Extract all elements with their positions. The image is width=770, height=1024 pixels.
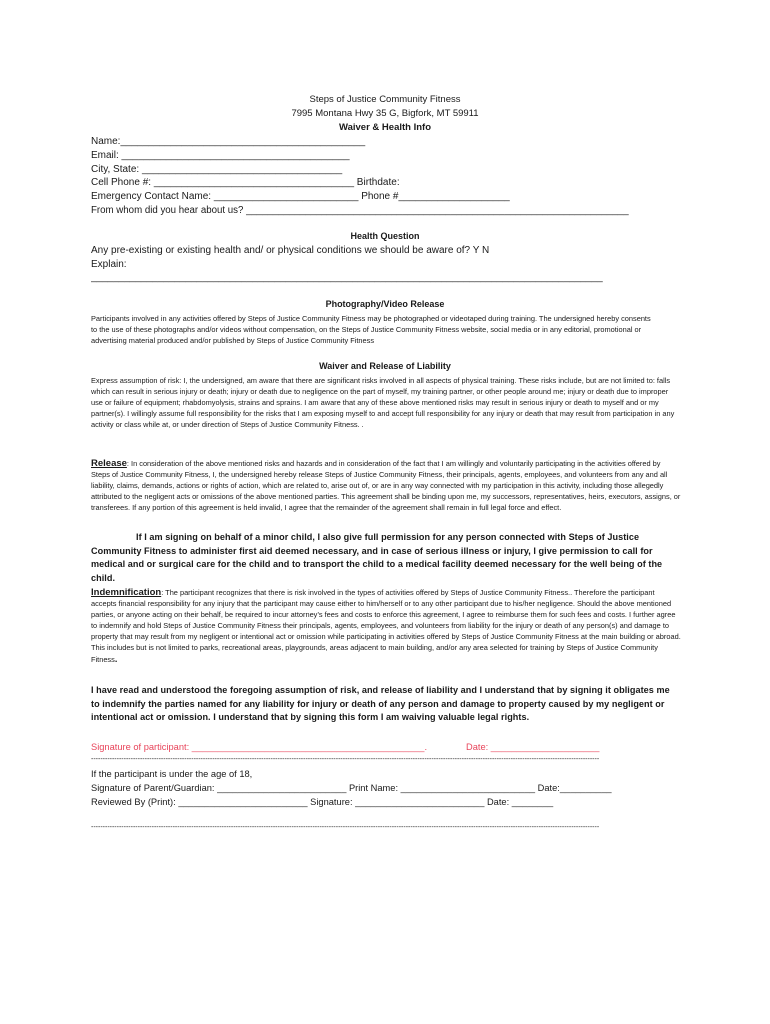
photo-release-title: Photography/Video Release [325, 299, 445, 309]
org-name: Steps of Justice Community Fitness [309, 94, 461, 105]
emergency-contact-field[interactable]: Emergency Contact Name: __________________________ Phone #____________________ [91, 191, 510, 202]
indemnification-label: Indemnification [91, 587, 162, 598]
page-title: Waiver & Health Info [338, 122, 432, 133]
release-text: : In consideration of the above mentioned risks and hazards and in consideration of the fact that I am willingly and voluntarily participating in the activities offered by Steps of Justice Community Fitness, I, the undersigned hereby release Steps of Justice Community Fitness, their principals, agents, employees, and volunteers from any and all liability, claims, demands, actions or rights of action, which are related to, arise out of, or are in any way connected with my participation in this activity, including those allegedly attributed to the negligent acts or omissions of the above mentioned parties. This agreement shall be binding upon me, my successors, representatives, heirs, executors, assigns, or transferees. If any portion of this agreement is held invalid, I agree that the remainder of the agreement shall remain in full legal force and effect. [91, 459, 681, 513]
minor-note: If the participant is under the age of 18, [91, 769, 253, 779]
health-explain-label: Explain: [91, 259, 127, 270]
indemnification-text: : The participant recognizes that there is risk involved in the types of activities offered by Steps of Justice Community Fitness.. Therefore the participant accepts financial responsibility for any injury that the participant may cause either to him/herself or to any other participant due to his/her negligence. Should the above mentioned parties, or anyone acting on their behalf, be required to incur attorney’s fees and costs to enforce this agreement, I agree to reimburse them for such fees and costs. I further agree to indemnify and hold Steps of Justice Community Fitness their principals, agents, employees, and volunteers from liability for the injury or death of any person(s) and damage to property that may result from my negligent or intentional act or omission while participating in activities offered by Steps of Justice Community Fitness at the main building or abroad. This includes but is not limited to parks, recreational areas, playgrounds, areas adjacent to main building, and/or any area selected for training by Steps of Justice Community Fitness [91, 588, 681, 664]
health-question: Any pre-existing or existing health and/ or physical conditions we should be aware of? Y N [91, 245, 490, 256]
indemnification-paragraph [91, 587, 681, 665]
photo-release-text: Participants involved in any activities offered by Steps of Justice Community Fitness may be photographed or videotaped during training. The undersigned hereby consents to the use of these photographs and/or videos without compensation, on the Steps of Justice Community Fitness website, social media or in any editorial, promotional or advertising material produced and/or published by Steps of Justice Community Fitness [91, 314, 651, 346]
referral-field[interactable]: From whom did you hear about us? _______________________________________________________________________ [91, 205, 629, 216]
participant-signature-field[interactable]: Signature of participant: _____________________________________________. [91, 742, 428, 752]
indemnification-end: . [114, 653, 118, 664]
guardian-signature-field[interactable]: Signature of Parent/Guardian: _________________________ Print Name: __________________________ Date:__________ [91, 783, 612, 793]
city-state-field[interactable]: City, State: ____________________________________ [91, 164, 343, 175]
bottom-divider-line: -------------------------------------------------------------------------------------------------------------------------------------------------------------------------------------------------------------------------- [91, 824, 600, 831]
divider-line: -------------------------------------------------------------------------------------------------------------------------------------------------------------------------------------------------------------------------- [91, 756, 600, 763]
release-paragraph [91, 458, 681, 513]
waiver-title: Waiver and Release of Liability [319, 361, 451, 371]
email-field[interactable]: Email: _________________________________________ [91, 150, 350, 161]
acknowledgement-text: I have read and understood the foregoing assumption of risk, and release of liability and I understand that by signing it obligates me to indemnify the parties named for any liability for injury or death of any person and damage to property caused by my negligent or intentional act or omission. I understand that by signing this form I am waiving valuable legal rights. [91, 685, 670, 723]
health-explain-line[interactable]: ____________________________________________________________________________________________ [91, 272, 603, 283]
reviewed-by-field[interactable]: Reviewed By (Print): _________________________ Signature: _________________________ Date: ________ [91, 797, 554, 807]
release-label: Release [91, 458, 127, 469]
participant-date-field[interactable]: Date: _____________________ [466, 742, 600, 752]
minor-permission-text: If I am signing on behalf of a minor child, I also give full permission for any person connected with Steps of Justice Community Fitness to administer first aid deemed necessary, and in case of serious illness or injury, I give permission to call for medical and or surgical care for the child and to transport the child to a medical facility deemed necessary for the well being of the child. [91, 532, 663, 583]
cell-birthdate-field[interactable]: Cell Phone #: ____________________________________ Birthdate: [91, 177, 400, 188]
assumption-of-risk-text: Express assumption of risk: I, the undersigned, am aware that there are significant risks involved in all aspects of physical training. These risks include, but are not limited to: falls which can result in serious injury or death; injury or death due to negligence on the part of myself, my training partner, or other people around me; injury or death due to improper use or failure of equipment; rhabdomyolysis, strains and sprains. I am aware that any of these above mentioned risks may result in serious injury or death to myself and or my partner(s). I willingly assume full responsibility for the risks that I am exposing myself to and accept full responsibility for any injury or death that may result from participation in any activity or class while at, or under direction of Steps of Justice Community Fitness. . [91, 376, 675, 430]
health-title: Health Question [350, 231, 420, 241]
org-address: 7995 Montana Hwy 35 G, Bigfork, MT 59911 [291, 108, 479, 119]
name-field[interactable]: Name:____________________________________________ [91, 136, 366, 147]
